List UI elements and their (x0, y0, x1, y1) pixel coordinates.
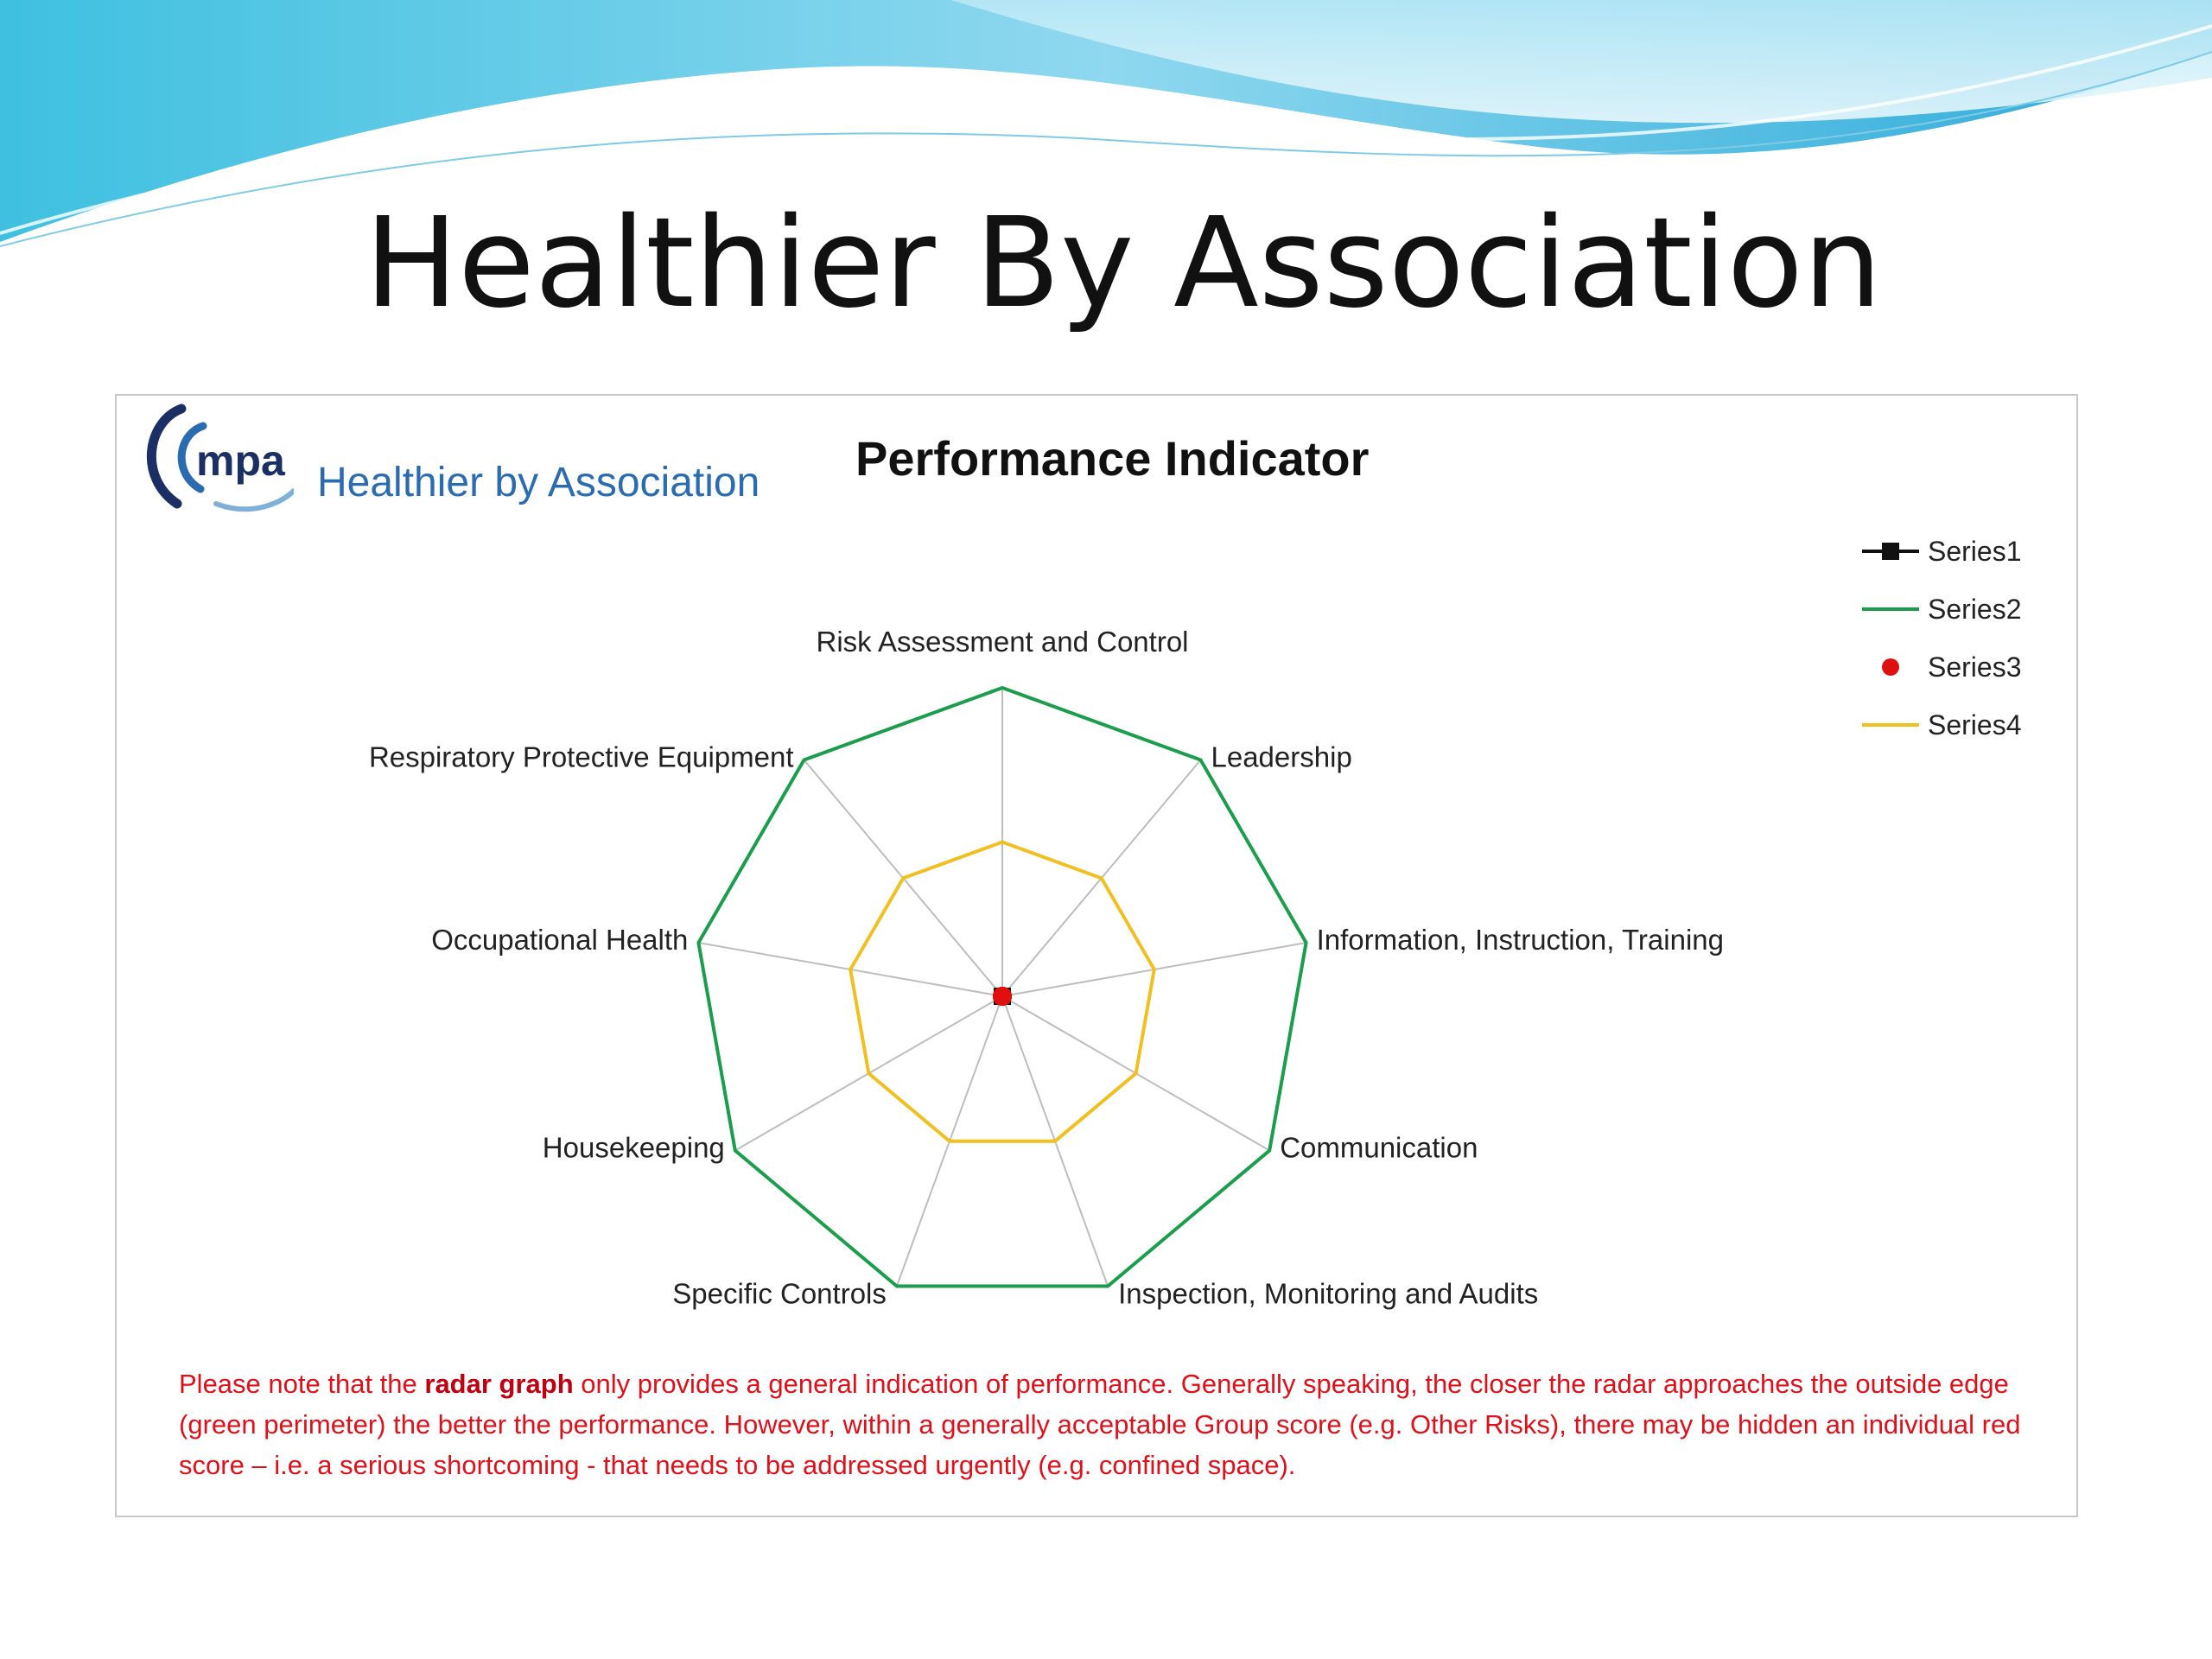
legend-label: Series1 (1928, 536, 2022, 567)
radar-series3-point (993, 987, 1012, 1006)
axis-label: Specific Controls (672, 1277, 887, 1310)
axis-label: Communication (1280, 1131, 1478, 1164)
legend-item-series2 (1862, 594, 2022, 625)
axis-label: Respiratory Protective Equipment (368, 741, 794, 773)
legend-marker-swatch (1882, 543, 1899, 560)
note-text-before: Please note that the (179, 1369, 425, 1399)
chart-title: Performance Indicator (855, 431, 1370, 486)
axis-label: Leadership (1211, 741, 1352, 773)
legend-label: Series4 (1928, 709, 2022, 741)
slide-title: Healthier By Association (364, 190, 1883, 335)
axis-label: Housekeeping (542, 1131, 725, 1164)
legend-label: Series2 (1928, 594, 2022, 625)
axis-label: Risk Assessment and Control (816, 626, 1189, 658)
chart-panel (115, 394, 2078, 1517)
logo-tagline: Healthier by Association (317, 460, 760, 505)
axis-label: Inspection, Monitoring and Audits (1118, 1277, 1539, 1310)
legend-marker-swatch (1882, 658, 1899, 676)
radar-chart (117, 396, 2078, 1363)
chart-note (179, 1363, 2028, 1485)
legend-label: Series3 (1928, 652, 2022, 683)
legend-item-series4 (1862, 709, 2022, 741)
legend-item-series1 (1862, 536, 2022, 567)
note-highlight: radar graph (424, 1369, 574, 1399)
axis-label: Information, Instruction, Training (1316, 924, 1725, 956)
chart-legend (1862, 536, 2022, 741)
legend-item-series3 (1882, 652, 2022, 683)
note-text-after: only provides a general indication of performance. Generally speaking, the closer the radar approaches the outside edge (green perimeter) the better the performance. However, within a generally acceptable Group score (e.g. Other Risks), there may be hidden an individual red score – i.e. a serious shortcoming - that needs to be addressed urgently (e.g. confined space). (179, 1369, 2021, 1480)
axis-label: Occupational Health (431, 924, 689, 956)
logo-brand: mpa (196, 436, 285, 485)
